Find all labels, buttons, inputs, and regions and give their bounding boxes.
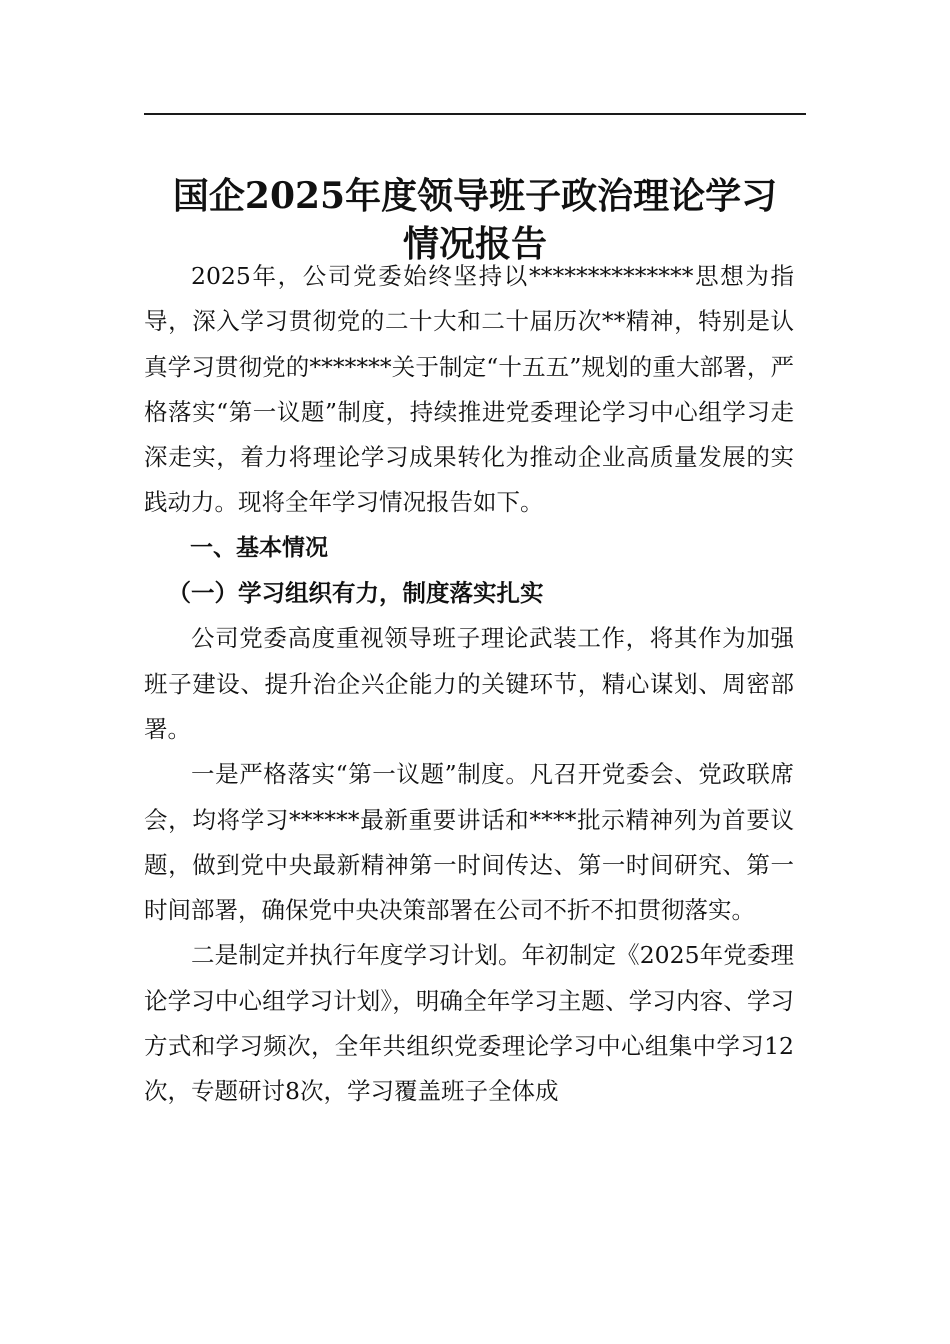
section-heading-basic-situation: 一、基本情况	[190, 534, 328, 561]
document-body	[144, 254, 794, 1115]
title-line-1: 国企2025年度领导班子政治理论学习	[172, 175, 778, 218]
paragraph-2: 一是严格落实“第一议题”制度。凡召开党委会、党政联席会，均将学习******最新重要讲话和****批示精神列为首要议题，做到党中央最新精神第一时间传达、第一时间研究、第一时间部署，确保党中央决策部署在公司不折不扣贯彻落实。	[144, 760, 794, 925]
paragraph-1: 公司党委高度重视领导班子理论武装工作，将其作为加强班子建设、提升治企兴企能力的关键环节，精心谋划、周密部署。	[144, 624, 794, 743]
title-line-2: 情况报告	[402, 223, 547, 266]
subsection-heading-1: （一）学习组织有力，制度落实扎实	[167, 579, 544, 608]
paragraph-3: 二是制定并执行年度学习计划。年初制定《2025年党委理论学习中心组学习计划》，明确全年学习主题、学习内容、学习方式和学习频次，全年共组织党委理论学习中心组集中学习12次，专题研讨8次，学习覆盖班子全体成	[144, 941, 794, 1106]
intro-paragraph: 2025年，公司党委始终坚持以**************思想为指导，深入学习贯彻党的二十大和二十届历次**精神，特别是认真学习贯彻党的*******关于制定“十五五”规划的重大部署，严格落实“第一议题”制度，持续推进党委理论学习中心组学习走深走实，着力将理论学习成果转化为推动企业高质量发展的实践动力。现将全年学习情况报告如下。	[144, 262, 794, 517]
header-rule	[144, 113, 806, 115]
